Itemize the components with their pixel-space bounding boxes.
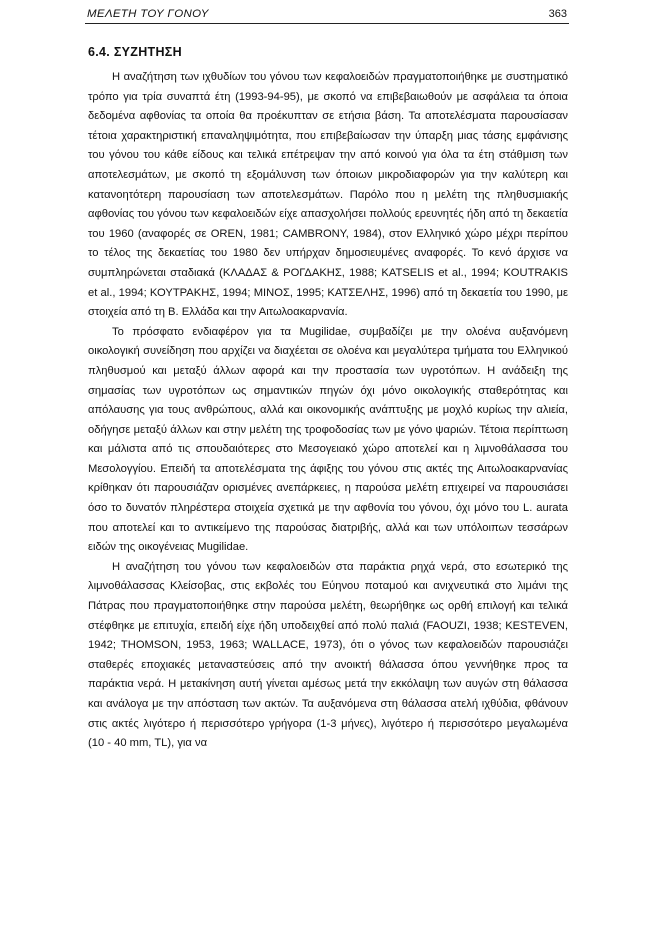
running-header-title: ΜΕΛΕΤΗ ΤΟΥ ΓΟΝΟΥ: [87, 8, 209, 20]
paragraph: Το πρόσφατο ενδιαφέρον για τα Mugilidae, συμβαδίζει με την ολοένα αυξανόμενη οικολογική συνείδηση που αρχίζει να διαχέεται σε ολοένα και μεγαλύτερα τμήματα του Ελληνικού πληθυσμού και μεταξύ άλλων αφορά και την προστασία των υγροτόπων. Η ανάδειξη της σημασίας των υγροτόπων ως σημαντικών πηγών όχι μόνο οικολογικής σταθερότητας και απόλαυσης για τους ανθρώπους, αλλά και οικονομικής ανάπτυξης με μοχλό κυρίως την αλιεία, οδήγησε μεταξύ άλλων και στην μελέτη της τροφοδοσίας των με γόνο ψαριών. Τέτοια περίπτωση και μάλιστα από τις σπουδαιότερες στο Μεσογειακό χώρο αποτελεί και η λιμνοθάλασσα του Μεσολογγίου. Επειδή τα αποτελέσματα της άφιξης του γόνου στις ακτές της Αιτωλοακαρνανίας κρίθηκαν ότι παρουσιάζαν ορισμένες ανεπάρκειες, η παρούσα μελέτη επιχειρεί να παρουσιάσει όσο το δυνατόν πληρέστερα στοιχεία σχετικά με την αφθονία του γόνου, όχι μόνο του L. aurata που αποτελεί και το αντικείμενο της παρούσας διατριβής, αλλά και των υπόλοιπων τεσσάρων ειδών της οικογένειας Mugilidae.: [88, 325, 568, 554]
running-header: [85, 6, 567, 24]
body-text: [88, 68, 568, 754]
page-number: 363: [548, 8, 567, 20]
section-heading: 6.4. ΣΥΖΗΤΗΣΗ: [88, 45, 182, 59]
paragraph: Η αναζήτηση των ιχθυδίων του γόνου των κεφαλοειδών πραγματοποιήθηκε με συστηματικό τρόπο για τρία συναπτά έτη (1993-94-95), με σκοπό να επιβεβαιωθούν με ασφάλεια τα όποια δεδομένα αφθονίας τα οποία θα προέκυπταν σε ετήσια βάση. Τα αποτελέσματα παρουσίασαν τέτοια χαρακτηριστική επαναληψιμότητα, που επιβεβαίωσαν την ύπαρξη μιας τάσης εμφάνισης του γόνου του κάθε είδους και τελικά επέτρεψαν την από κοινού για όλα τα έτη στάθμιση των αποτελεσμάτων, με σκοπό τη εξομάλυνση των όποιων μικροδιαφορών για την καλύτερη και κατανοητότερη παρουσίαση των αποτελεσμάτων. Παρόλο που η μελέτη της πληθυσμιακής αφθονίας του γόνου των κεφαλοειδών είχε απασχολήσει πολλούς ερευνητές ήδη από τη δεκαετία του 1960 (αναφορές σε OREN, 1981; CAMBRONY, 1984), στον Ελληνικό χώρο μέχρι περίπου το τέλος της δεκαετίας του 1980 δεν υπήρχαν δημοσιευμένες αναφορές. Το κενό άρχισε να συμπληρώνεται σταδιακά (ΚΛΑΔΑΣ & ΡΟΓΔΑΚΗΣ, 1988; KATSELIS et al., 1994; KOUTRAKIS et al., 1994; ΚΟΥΤΡΑΚΗΣ, 1994; ΜΙΝΟΣ, 1995; ΚΑΤΣΕΛΗΣ, 1996) από τη δεκαετία του 1990, με στοιχεία από τη Β. Ελλάδα και την Αιτωλοακαρνανία.: [88, 71, 568, 319]
paragraph: Η αναζήτηση του γόνου των κεφαλοειδών στα παράκτια ρηχά νερά, στο εσωτερικό της λιμνοθάλασσας Κλείσοβας, στις εκβολές του Εύηνου ποταμού και ανιχνευτικά στο λιμάνι της Πάτρας που πραγματοποιήθηκε στην παρούσα μελέτη, θεωρήθηκε ως ορθή επιλογή και τελικά στέφθηκε με επιτυχία, επειδή είχε ήδη υποδειχθεί από πολύ παλιά (FAOUZI, 1938; KESTEVEN, 1942; THOMSON, 1953, 1963; WALLACE, 1973), ότι ο γόνος των κεφαλοειδών παρουσιάζει σταθερές εποχιακές μεταναστεύσεις από την ανοικτή θάλασσα όπου γεννήθηκε προς τα παράκτια νερά. Η μετακίνηση αυτή γίνεται αμέσως μετά την εκκόλαψη των αυγών στη θάλασσα και ανάλογα με την απόσταση των ακτών. Τα αυξανόμενα στη θάλασσα ατελή ιχθύδια, φθάνουν στις ακτές λιγότερο ή περισσότερο γρήγορα (1-3 μήνες), λιγότερο ή περισσότερο μεγαλωμένα (10 - 40 mm, TL), για να: [88, 560, 568, 750]
header-rule: [85, 23, 569, 24]
